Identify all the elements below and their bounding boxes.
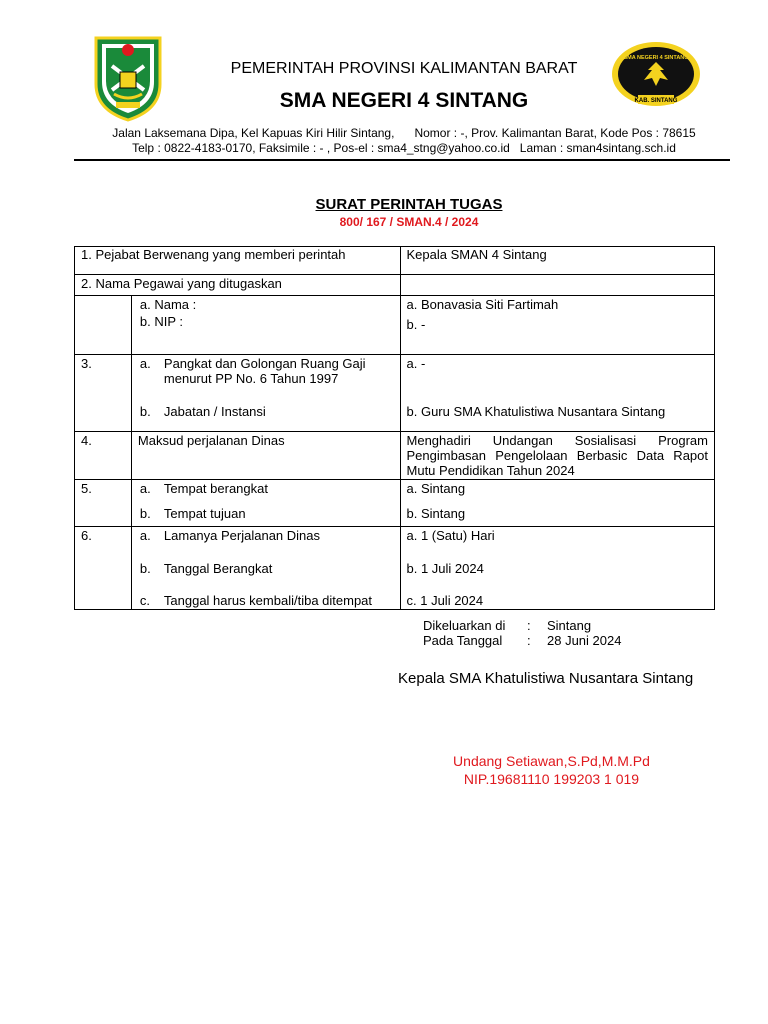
issued-date-value: 28 Juni 2024	[547, 633, 622, 648]
table-row	[75, 275, 715, 296]
row-number: 3.	[81, 356, 92, 371]
rank-label: Pangkat dan Golongan Ruang Gaji menurut PP No. 6 Tahun 1997	[163, 356, 366, 386]
row-number: 6.	[81, 528, 92, 543]
table-row	[75, 247, 715, 275]
destination-value: b. Sintang	[406, 506, 466, 521]
school-contact: Telp : 0822-4183-0170, Faksimile : - , Pos-el : sma4_stng@yahoo.co.id Laman : sman4sintang.sch.id	[132, 141, 676, 155]
issued-place-label: Dikeluarkan di	[423, 618, 506, 633]
item-marker: a.	[139, 481, 151, 496]
purpose-label: Maksud perjalanan Dinas	[137, 433, 285, 448]
rank-value: a. -	[406, 356, 426, 371]
school-name: SMA NEGERI 4 SINTANG	[279, 89, 529, 112]
employee-label: 2. Nama Pegawai yang ditugaskan	[81, 276, 282, 291]
issued-date-label: Pada Tanggal	[423, 633, 503, 648]
signatory-position: Kepala SMA Khatulistiwa Nusantara Sintang	[398, 670, 694, 687]
name-label: a. Nama :	[139, 297, 197, 312]
item-marker: b.	[139, 404, 151, 419]
table-row	[75, 296, 715, 355]
position-label: Jabatan / Instansi	[163, 404, 266, 419]
official-value: Kepala SMAN 4 Sintang	[406, 247, 547, 262]
official-label: 1. Pejabat Berwenang yang memberi perintah	[81, 247, 346, 262]
return-date-value: c. 1 Juli 2024	[406, 593, 484, 608]
item-marker: b.	[139, 506, 151, 521]
government-heading: PEMERINTAH PROVINSI KALIMANTAN BARAT	[230, 60, 578, 77]
header-divider	[74, 159, 730, 161]
table-row	[75, 432, 715, 480]
item-marker: c.	[139, 593, 151, 608]
signatory-name: Undang Setiawan,S.Pd,M.M.Pd	[453, 753, 650, 769]
item-marker: b.	[139, 561, 151, 576]
row-number: 4.	[81, 433, 92, 448]
return-date-label: Tanggal harus kembali/tiba ditempat	[163, 593, 373, 608]
signatory-nip: NIP.19681110 199203 1 019	[463, 771, 640, 787]
school-address: Jalan Laksemana Dipa, Kel Kapuas Kiri Hilir Sintang, Nomor : -, Prov. Kalimantan Barat, Kode Pos : 78615	[112, 126, 696, 140]
item-marker: a.	[139, 528, 151, 543]
duration-value: a. 1 (Satu) Hari	[406, 528, 495, 543]
item-marker: a.	[139, 356, 151, 371]
table-row	[75, 527, 715, 610]
name-value: a. Bonavasia Siti Fartimah	[406, 297, 559, 312]
row-number: 5.	[81, 481, 92, 496]
emblem-ring-text: SMA NEGERI 4 SINTANG	[623, 55, 689, 61]
kalimantan-barat-crest-icon	[92, 32, 164, 122]
issued-place-value: Sintang	[547, 618, 592, 633]
assignment-table	[74, 246, 715, 610]
nip-label: b. NIP :	[139, 314, 184, 329]
position-value: b. Guru SMA Khatulistiwa Nusantara Sintang	[406, 404, 666, 419]
table-row	[75, 355, 715, 432]
departure-place-value: a. Sintang	[406, 481, 466, 496]
issuance-block	[423, 618, 621, 648]
purpose-value: Menghadiri Undangan Sosialisasi Program Pengimbasan Pengelolaan Berbasic Data Rapot Mutu Pendidikan Tahun 2024	[406, 433, 708, 478]
nip-value: b. -	[406, 317, 426, 332]
table-row	[75, 480, 715, 527]
colon: :	[527, 633, 531, 648]
destination-label: Tempat tujuan	[163, 506, 246, 521]
colon: :	[527, 618, 531, 633]
emblem-banner-text: KAB. SINTANG	[634, 98, 678, 104]
letter-number: 800/ 167 / SMAN.4 / 2024	[339, 215, 479, 229]
departure-place-label: Tempat berangkat	[163, 481, 268, 496]
duration-label: Lamanya Perjalanan Dinas	[163, 528, 321, 543]
departure-date-value: b. 1 Juli 2024	[406, 561, 484, 576]
letter-title: SURAT PERINTAH TUGAS	[315, 196, 503, 213]
departure-date-label: Tanggal Berangkat	[163, 561, 273, 576]
